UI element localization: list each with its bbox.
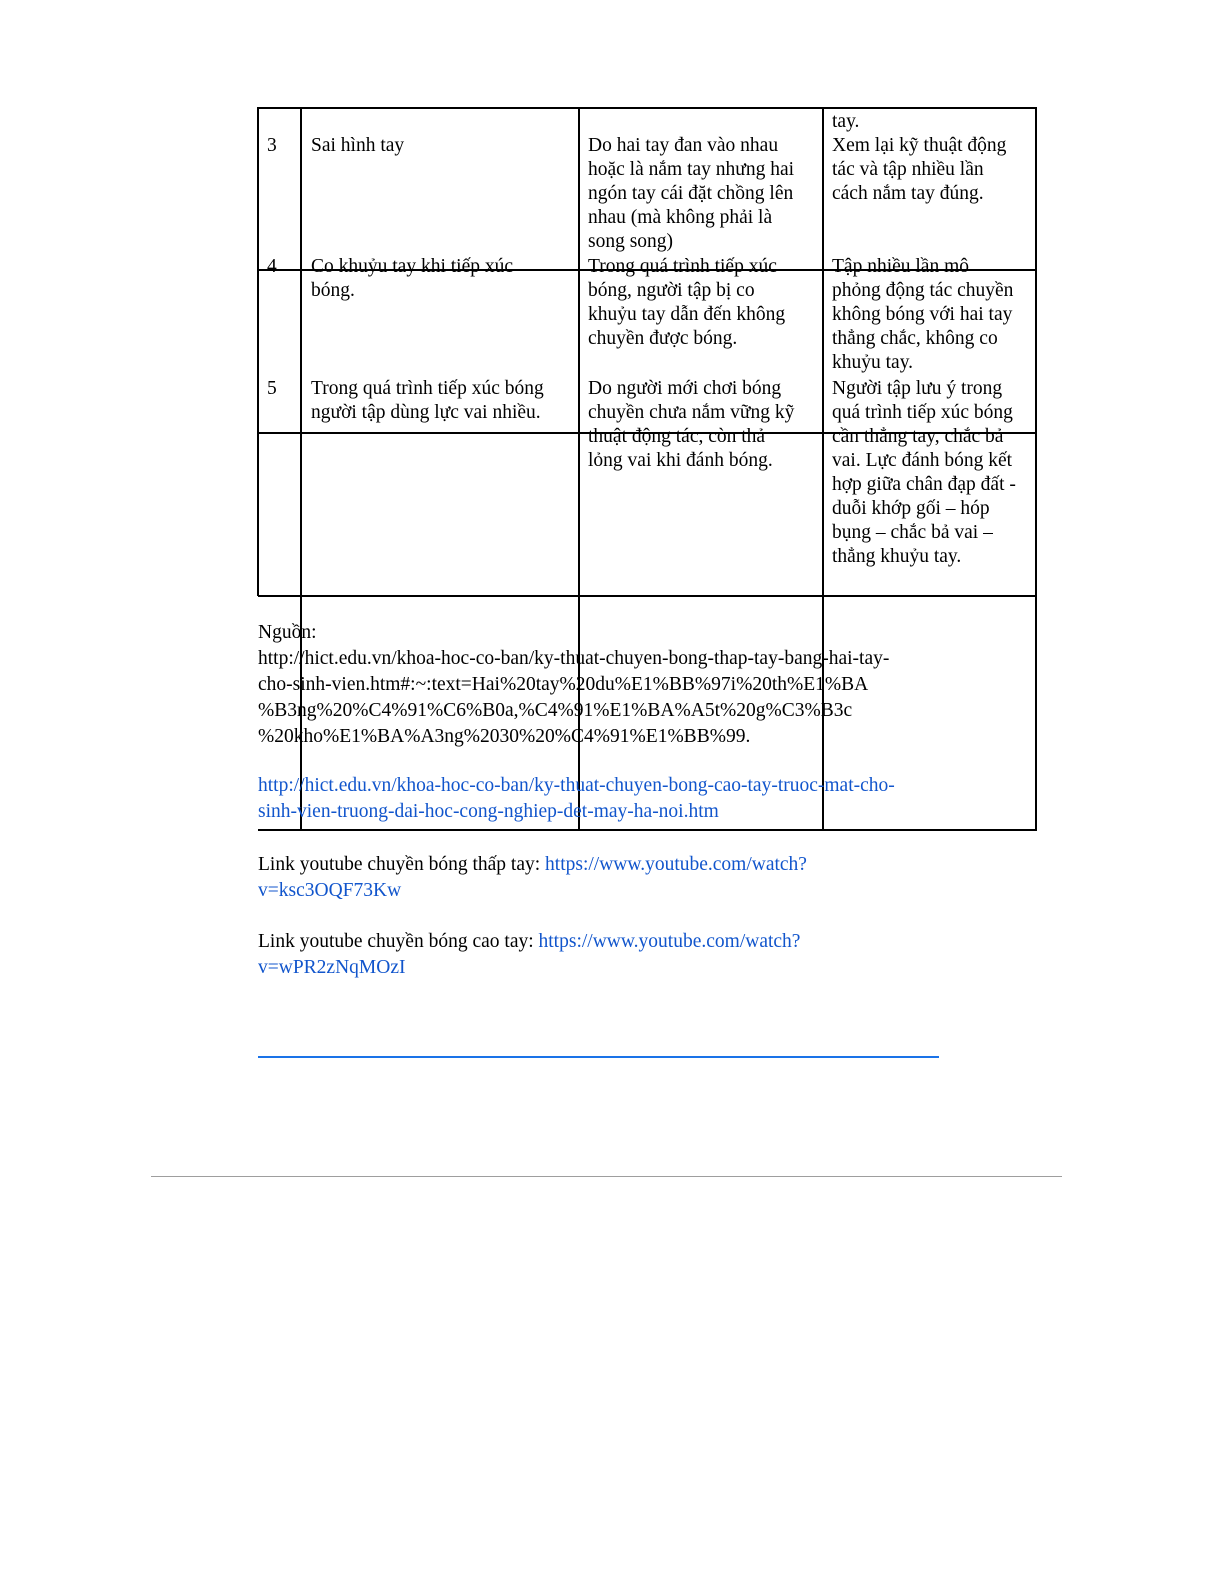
- cause-cell: Do người mới chơi bóng chuyền chưa nắm vững kỹ thuật động tác, còn thả lỏng vai khi đánh bóng.: [588, 378, 795, 471]
- source-url-line: cho-sinh-vien.htm#:~:text=Hai%20tay%20du%E1%BB%97i%20th%E1%BA: [258, 674, 869, 695]
- table-border-right: [1035, 107, 1037, 831]
- source-label: Nguồn:: [258, 622, 317, 643]
- source-link-2[interactable]: [258, 773, 895, 825]
- cause-cell: Do hai tay đan vào nhau hoặc là nắm tay nhưng hai ngón tay cái đặt chồng lên nhau (mà không phải là song song): [588, 135, 795, 252]
- table-cell-fix-carryover: tay.: [832, 111, 860, 132]
- source-url-line: http://hict.edu.vn/khoa-hoc-co-ban/ky-thuat-chuyen-bong-cao-tay-truoc-mat-cho-: [258, 775, 895, 796]
- table-border-bottom: [258, 829, 1037, 831]
- youtube-high-link[interactable]: https://www.youtube.com/watch?: [538, 931, 801, 952]
- youtube-low-link-cont[interactable]: v=ksc3OQF73Kw: [258, 880, 402, 901]
- table-border-top: [258, 107, 1037, 109]
- youtube-low-link[interactable]: https://www.youtube.com/watch?: [545, 854, 807, 875]
- fix-cell: Người tập lưu ý trong quá trình tiếp xúc bóng cần thẳng tay, chắc bả vai. Lực đánh bóng kết hợp giữa chân đạp đất - duỗi khớp gối – hóp bụng – chắc bả vai – thẳng khuỷu tay.: [832, 378, 1016, 567]
- youtube-low-paragraph: [258, 852, 807, 904]
- error-cell: Co khuỷu tay khi tiếp xúc bóng.: [311, 256, 514, 301]
- error-cell: Sai hình tay: [311, 135, 405, 156]
- youtube-low-label: Link youtube chuyền bóng thấp tay:: [258, 854, 546, 875]
- fix-cell: Tập nhiều lần mô phỏng động tác chuyền không bóng với hai tay thẳng chắc, không co khuỷu tay.: [832, 256, 1014, 373]
- row-number: 5: [267, 378, 277, 399]
- source-url-line: sinh-vien-truong-dai-hoc-cong-nghiep-det-may-ha-noi.htm: [258, 801, 719, 822]
- fix-cell: Xem lại kỹ thuật động tác và tập nhiều lần cách nắm tay đúng.: [832, 135, 1007, 204]
- source-link-text: [258, 646, 889, 750]
- error-cell: Trong quá trình tiếp xúc bóng người tập dùng lực vai nhiều.: [311, 378, 544, 423]
- youtube-high-link-cont[interactable]: v=wPR2zNqMOzI: [258, 957, 406, 978]
- row-number: 3: [267, 135, 277, 156]
- page-separator: [151, 1176, 1062, 1177]
- source-url-line: %20kho%E1%BA%A3ng%2030%20%C4%91%E1%BB%99.: [258, 726, 751, 747]
- youtube-high-label: Link youtube chuyền bóng cao tay:: [258, 931, 539, 952]
- row-number: 4: [267, 256, 277, 277]
- source-url-line: %B3ng%20%C4%91%C6%B0a,%C4%91%E1%BA%A5t%20g%C3%B3c: [258, 700, 853, 721]
- table-border-left: [257, 107, 259, 596]
- table-row-divider: [258, 595, 1037, 597]
- cause-cell: Trong quá trình tiếp xúc bóng, người tập bị co khuỷu tay dẫn đến không chuyền được bóng.: [588, 256, 786, 349]
- blue-horizontal-rule: [258, 1056, 939, 1058]
- source-url-line: http://hict.edu.vn/khoa-hoc-co-ban/ky-thuat-chuyen-bong-thap-tay-bang-hai-tay-: [258, 648, 890, 669]
- youtube-high-paragraph: [258, 929, 800, 981]
